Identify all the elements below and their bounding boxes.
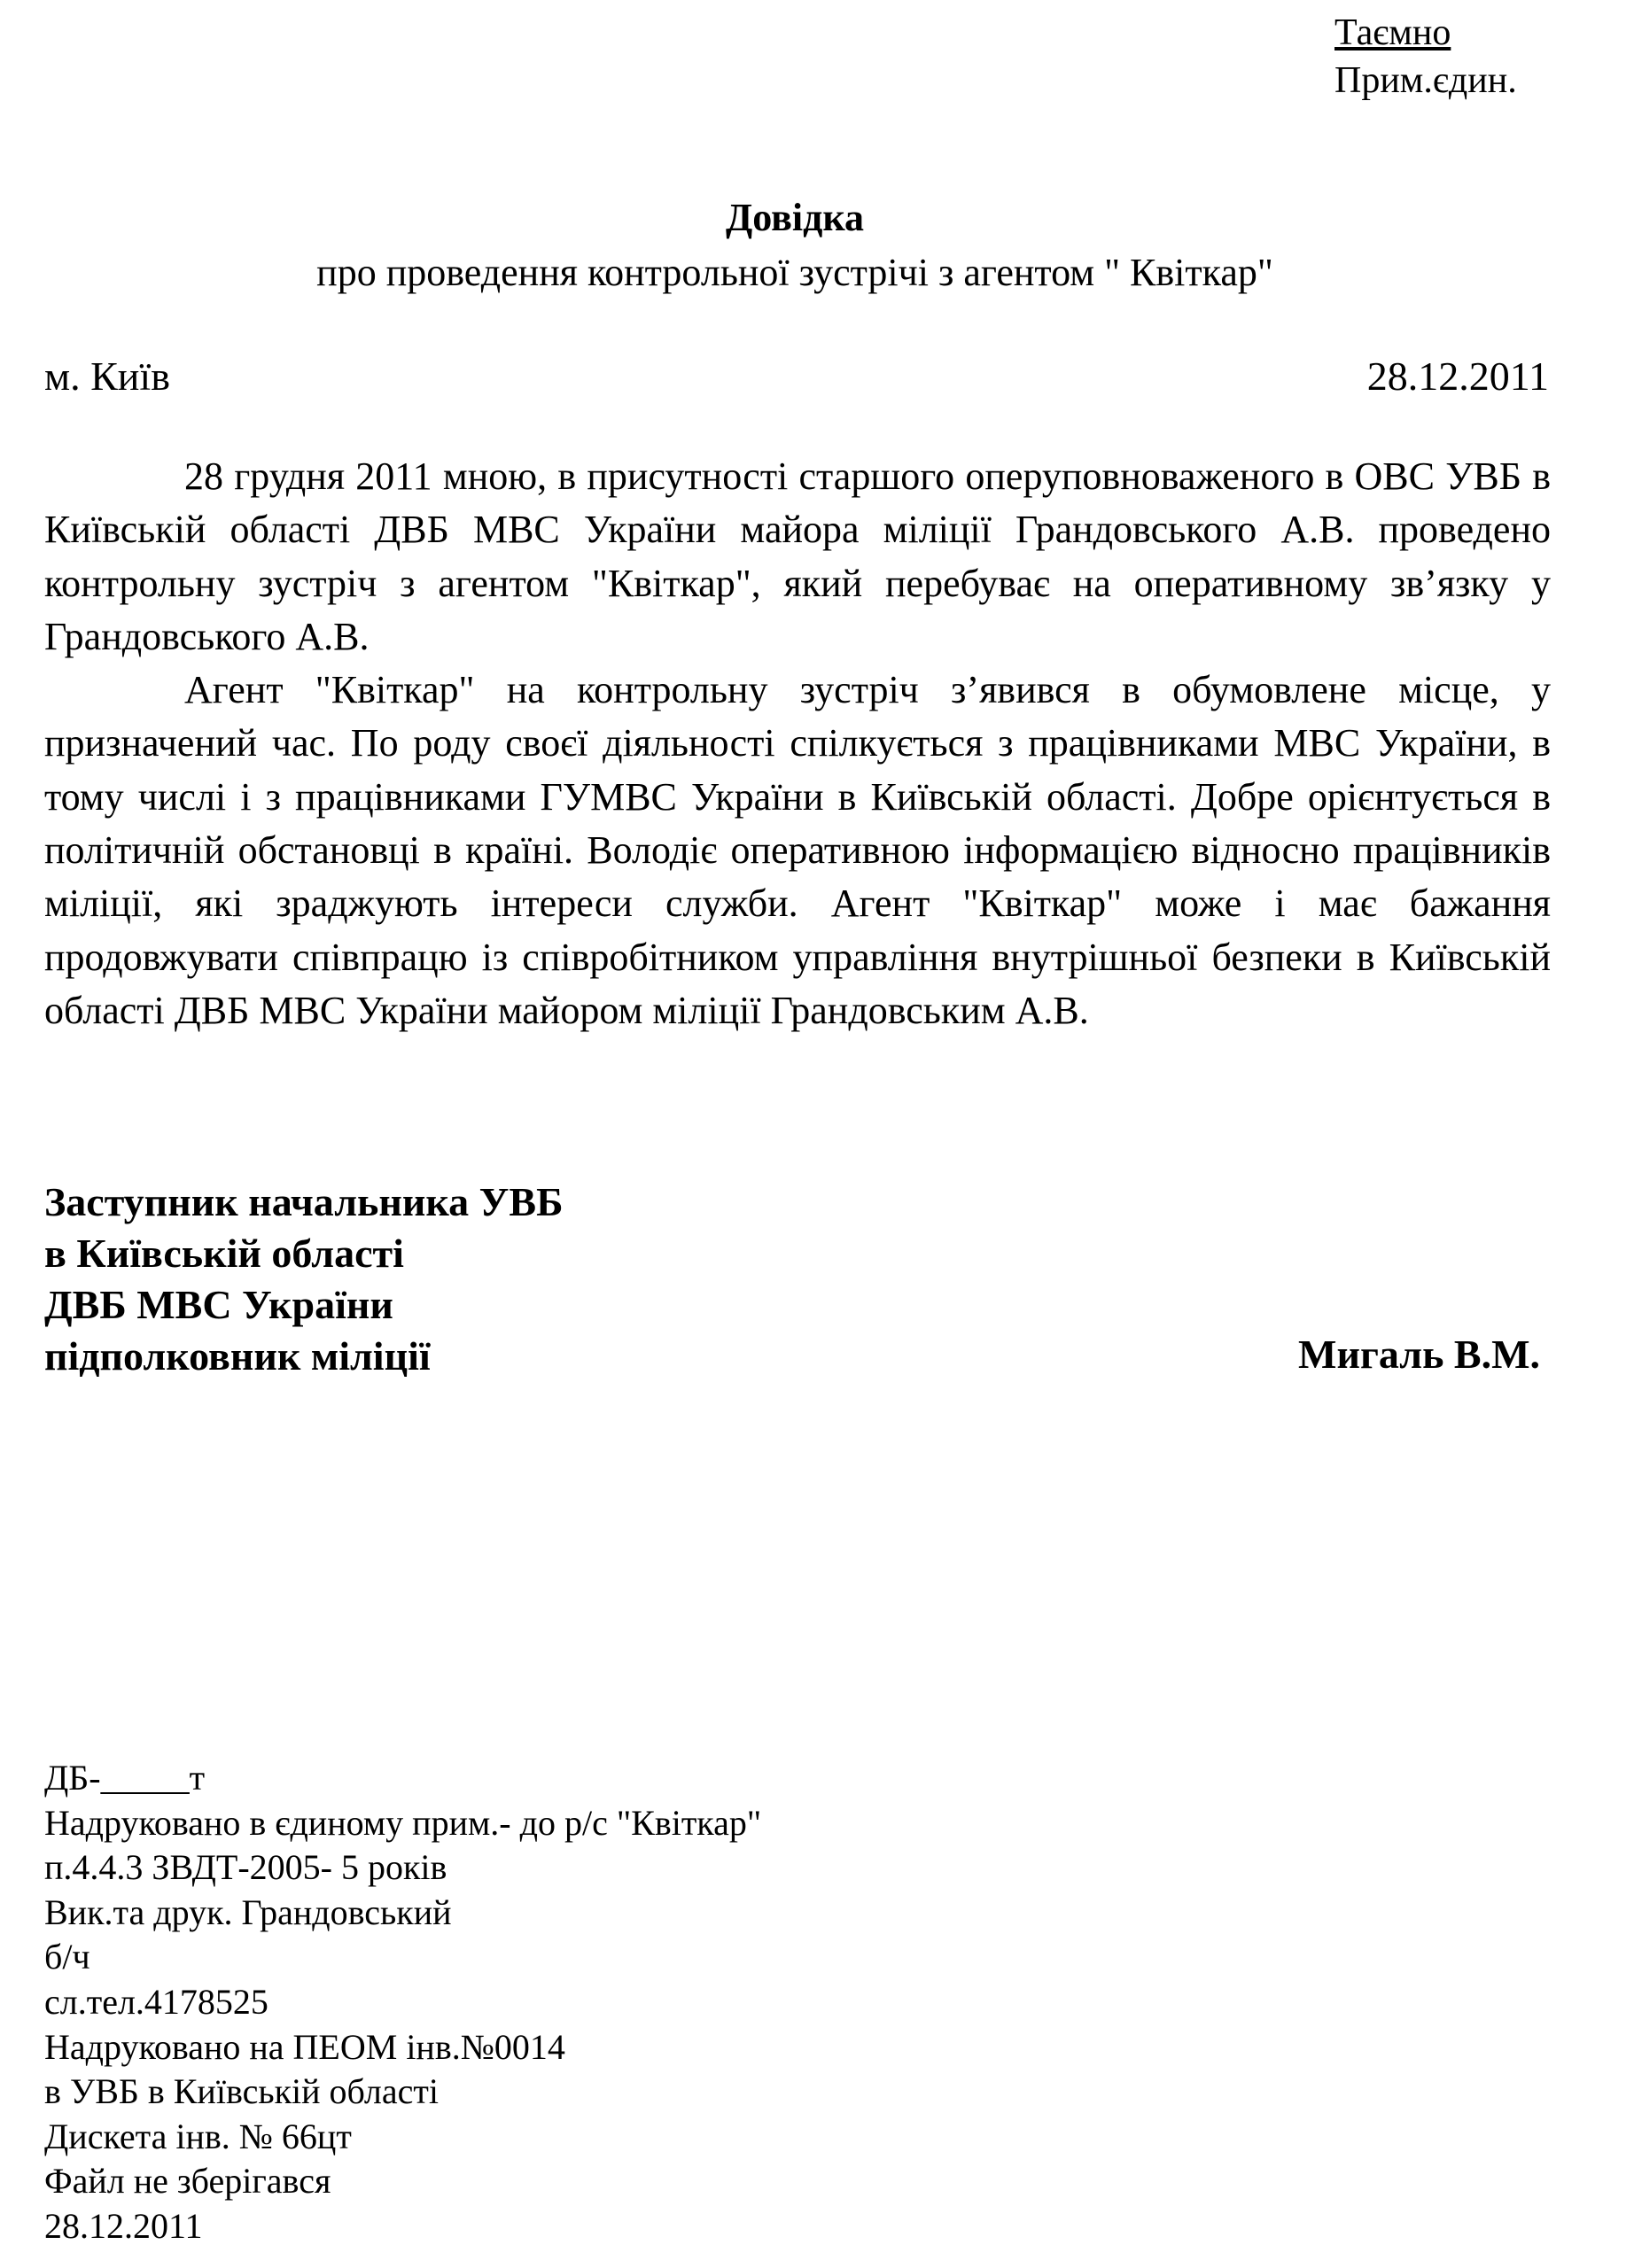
document-footer — [44, 1756, 761, 2249]
footer-line: Вик.та друк. Грандовський — [44, 1891, 452, 1932]
signatory-rank: підполковник міліції — [44, 1333, 431, 1379]
document-subtitle: про проведення контрольної зустрічі з агентом " Квіткар" — [316, 251, 1273, 294]
footer-line: сл.тел.4178525 — [44, 1981, 268, 2022]
footer-line: Надруковано на ПЕОМ інв.№0014 — [44, 2026, 565, 2067]
footer-line: п.4.4.3 ЗВДТ-2005- 5 років — [44, 1847, 447, 1888]
footer-line: в УВБ в Київській області — [44, 2071, 439, 2112]
classification-secret: Таємно — [1334, 12, 1451, 53]
signatory-position-line: Заступник начальника УВБ — [44, 1179, 564, 1224]
document-body — [44, 450, 1551, 1037]
body-paragraph: 28 грудня 2011 мною, в присутності старшого оперуповноваженого в ОВС УВБ в Київській області ДВБ МВС України майора міліції Грандовського А.В. проведено контрольну зустріч з агентом "Квіткар", який перебуває на оперативному зв’язку у Грандовського А.В. — [44, 454, 1551, 658]
footer-line: ДБ-_____т — [44, 1758, 206, 1798]
signatory-name: Мигаль В.М. — [1298, 1332, 1540, 1377]
document-date: 28.12.2011 — [1366, 353, 1549, 399]
footer-line: б/ч — [44, 1937, 90, 1977]
signatory-position-line: ДВБ МВС України — [44, 1282, 393, 1327]
footer-line: 28.12.2011 — [44, 2205, 203, 2246]
footer-line: Файл не зберігався — [44, 2161, 331, 2202]
signatory-position-line: в Київській області — [44, 1231, 404, 1276]
signatory-position — [44, 1177, 564, 1382]
document-title: Довідка — [725, 196, 865, 239]
body-paragraph: Агент "Квіткар" на контрольну зустріч з’явився в обумовлене місце, у призначений час. По роду своєї діяльності спілкується з працівниками МВС України, в тому числі і з працівниками ГУМВС України в Київській області. Добре орієнтується в політичній обстановці в країні. Володіє оперативною інформацією відносно працівників міліції, які зраджують інтереси служби. Агент "Квіткар" може і має бажання продовжувати співпрацю із співробітником управління внутрішньої безпеки в Київській області ДВБ МВС України майором міліції Грандовським А.В. — [44, 668, 1551, 1032]
footer-line: Надруковано в єдиному прим.- до р/с "Квіткар" — [44, 1802, 762, 1843]
document-city: м. Київ — [44, 353, 170, 399]
classification-copies: Прим.єдин. — [1334, 60, 1517, 101]
footer-line: Дискета інв. № 66цт — [44, 2116, 352, 2156]
